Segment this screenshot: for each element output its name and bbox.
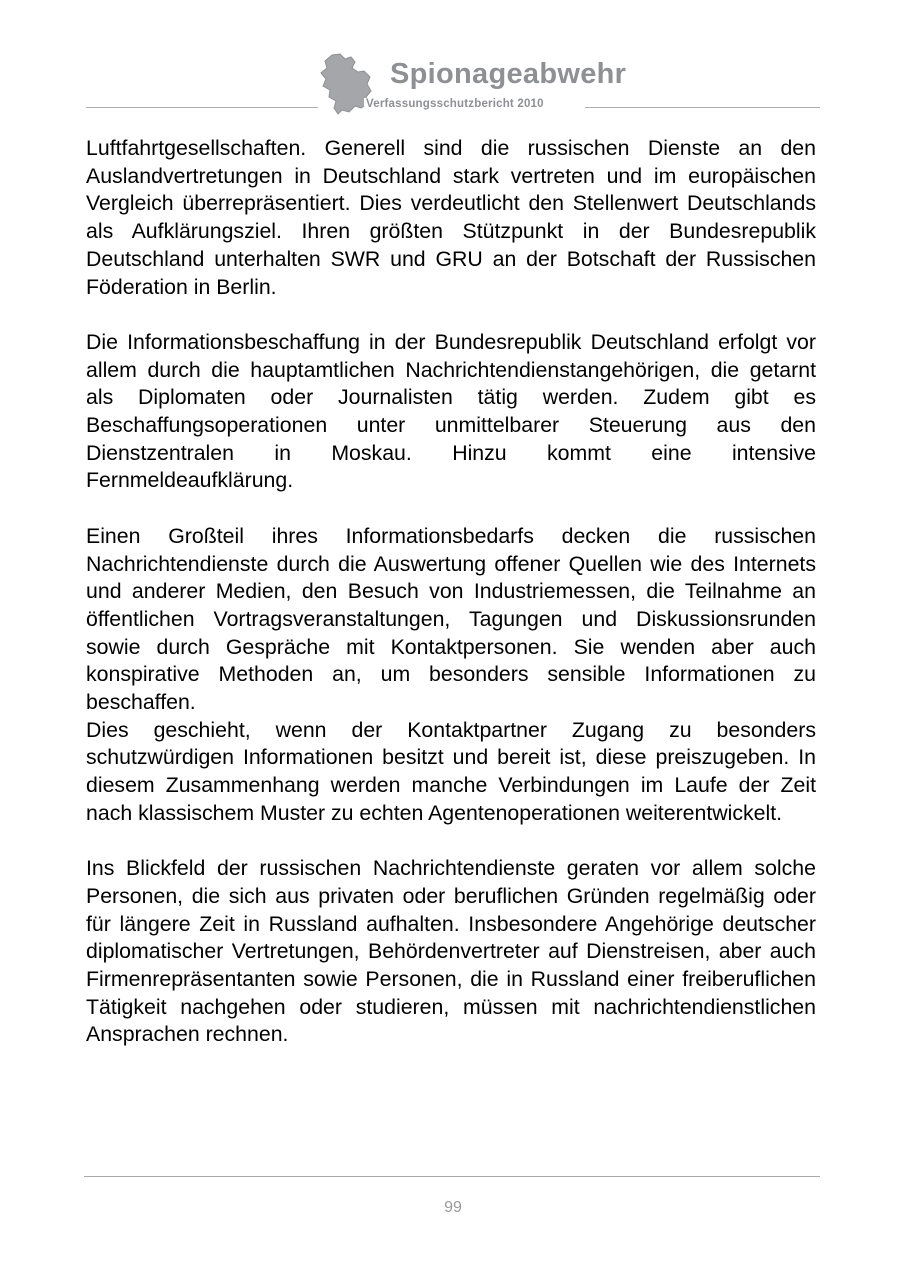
header-title: Spionageabwehr [390, 58, 627, 90]
paragraph: Luftfahrtgesellschaften. Generell sind die russischen Dienste an den Auslandvertretungen in Deutschland stark vertreten und im europäischen Vergleich überrepräsentiert. Dies verdeutlicht den Stellenwert Deutschlands als Aufklärungsziel. Ihren größten Stützpunkt in der Bundesrepublik Deutschland unterhalten SWR und GRU an der Botschaft der Russischen Föderation in Berlin. [86, 136, 816, 299]
header-rule-left [86, 107, 318, 108]
paragraph: Einen Großteil ihres Informationsbedarfs decken die russischen Nachrichtendienste durch die Auswertung offener Quellen wie des Internets und anderer Medien, den Besuch von Industriemessen, die Teilnahme an öffentlichen Vortragsveranstaltungen, Tagungen und Diskussionsrunden sowie durch Gespräche mit Kontaktpersonen. Sie wenden aber auch konspirative Methoden an, um besonders sensible Informationen zu beschaffen. [86, 523, 816, 715]
footer-rule [84, 1176, 820, 1177]
paragraph: Ins Blickfeld der russischen Nachrichtendienste geraten vor allem solche Personen, die sich aus privaten oder beruflichen Gründen regelmäßig oder für längere Zeit in Russland aufhalten. Insbesondere Angehörige deutscher diplomatischer Vertretungen, Behördenvertreter auf Dienstreisen, aber auch Firmenrepräsentanten sowie Personen, die in Russland einer freiberuflichen Tätigkeit nachgehen oder studieren, müssen mit nachrichtendienstlichen Ansprachen rechnen. [86, 856, 816, 1047]
paragraph: Die Informationsbeschaffung in der Bundesrepublik Deutschland erfolgt vor allem durch die hauptamtlichen Nachrichtendienstangehörigen, die getarnt als Diplomaten oder Journalisten tätig werden. Zudem gibt es Beschaffungsoperationen unter unmittelbarer Steuerung aus den Dienstzentralen in Moskau. Hinzu kommt eine intensive Fernmeldeaufklärung. [86, 329, 816, 493]
page-header [0, 0, 900, 120]
header-subtitle: Verfassungsschutzbericht 2010 [366, 98, 544, 110]
page-number: 99 [444, 1199, 462, 1216]
body-text [86, 135, 816, 1049]
header-rule-right [585, 107, 820, 108]
paragraph: Dies geschieht, wenn der Kontaktpartner Zugang zu besonders schutzwürdigen Informationen besitzt und bereit ist, diese preiszugeben. In diesem Zusammenhang werden manche Verbindungen im Laufe der Zeit nach klassischem Muster zu echten Agentenoperationen weiterentwickelt. [86, 717, 816, 825]
